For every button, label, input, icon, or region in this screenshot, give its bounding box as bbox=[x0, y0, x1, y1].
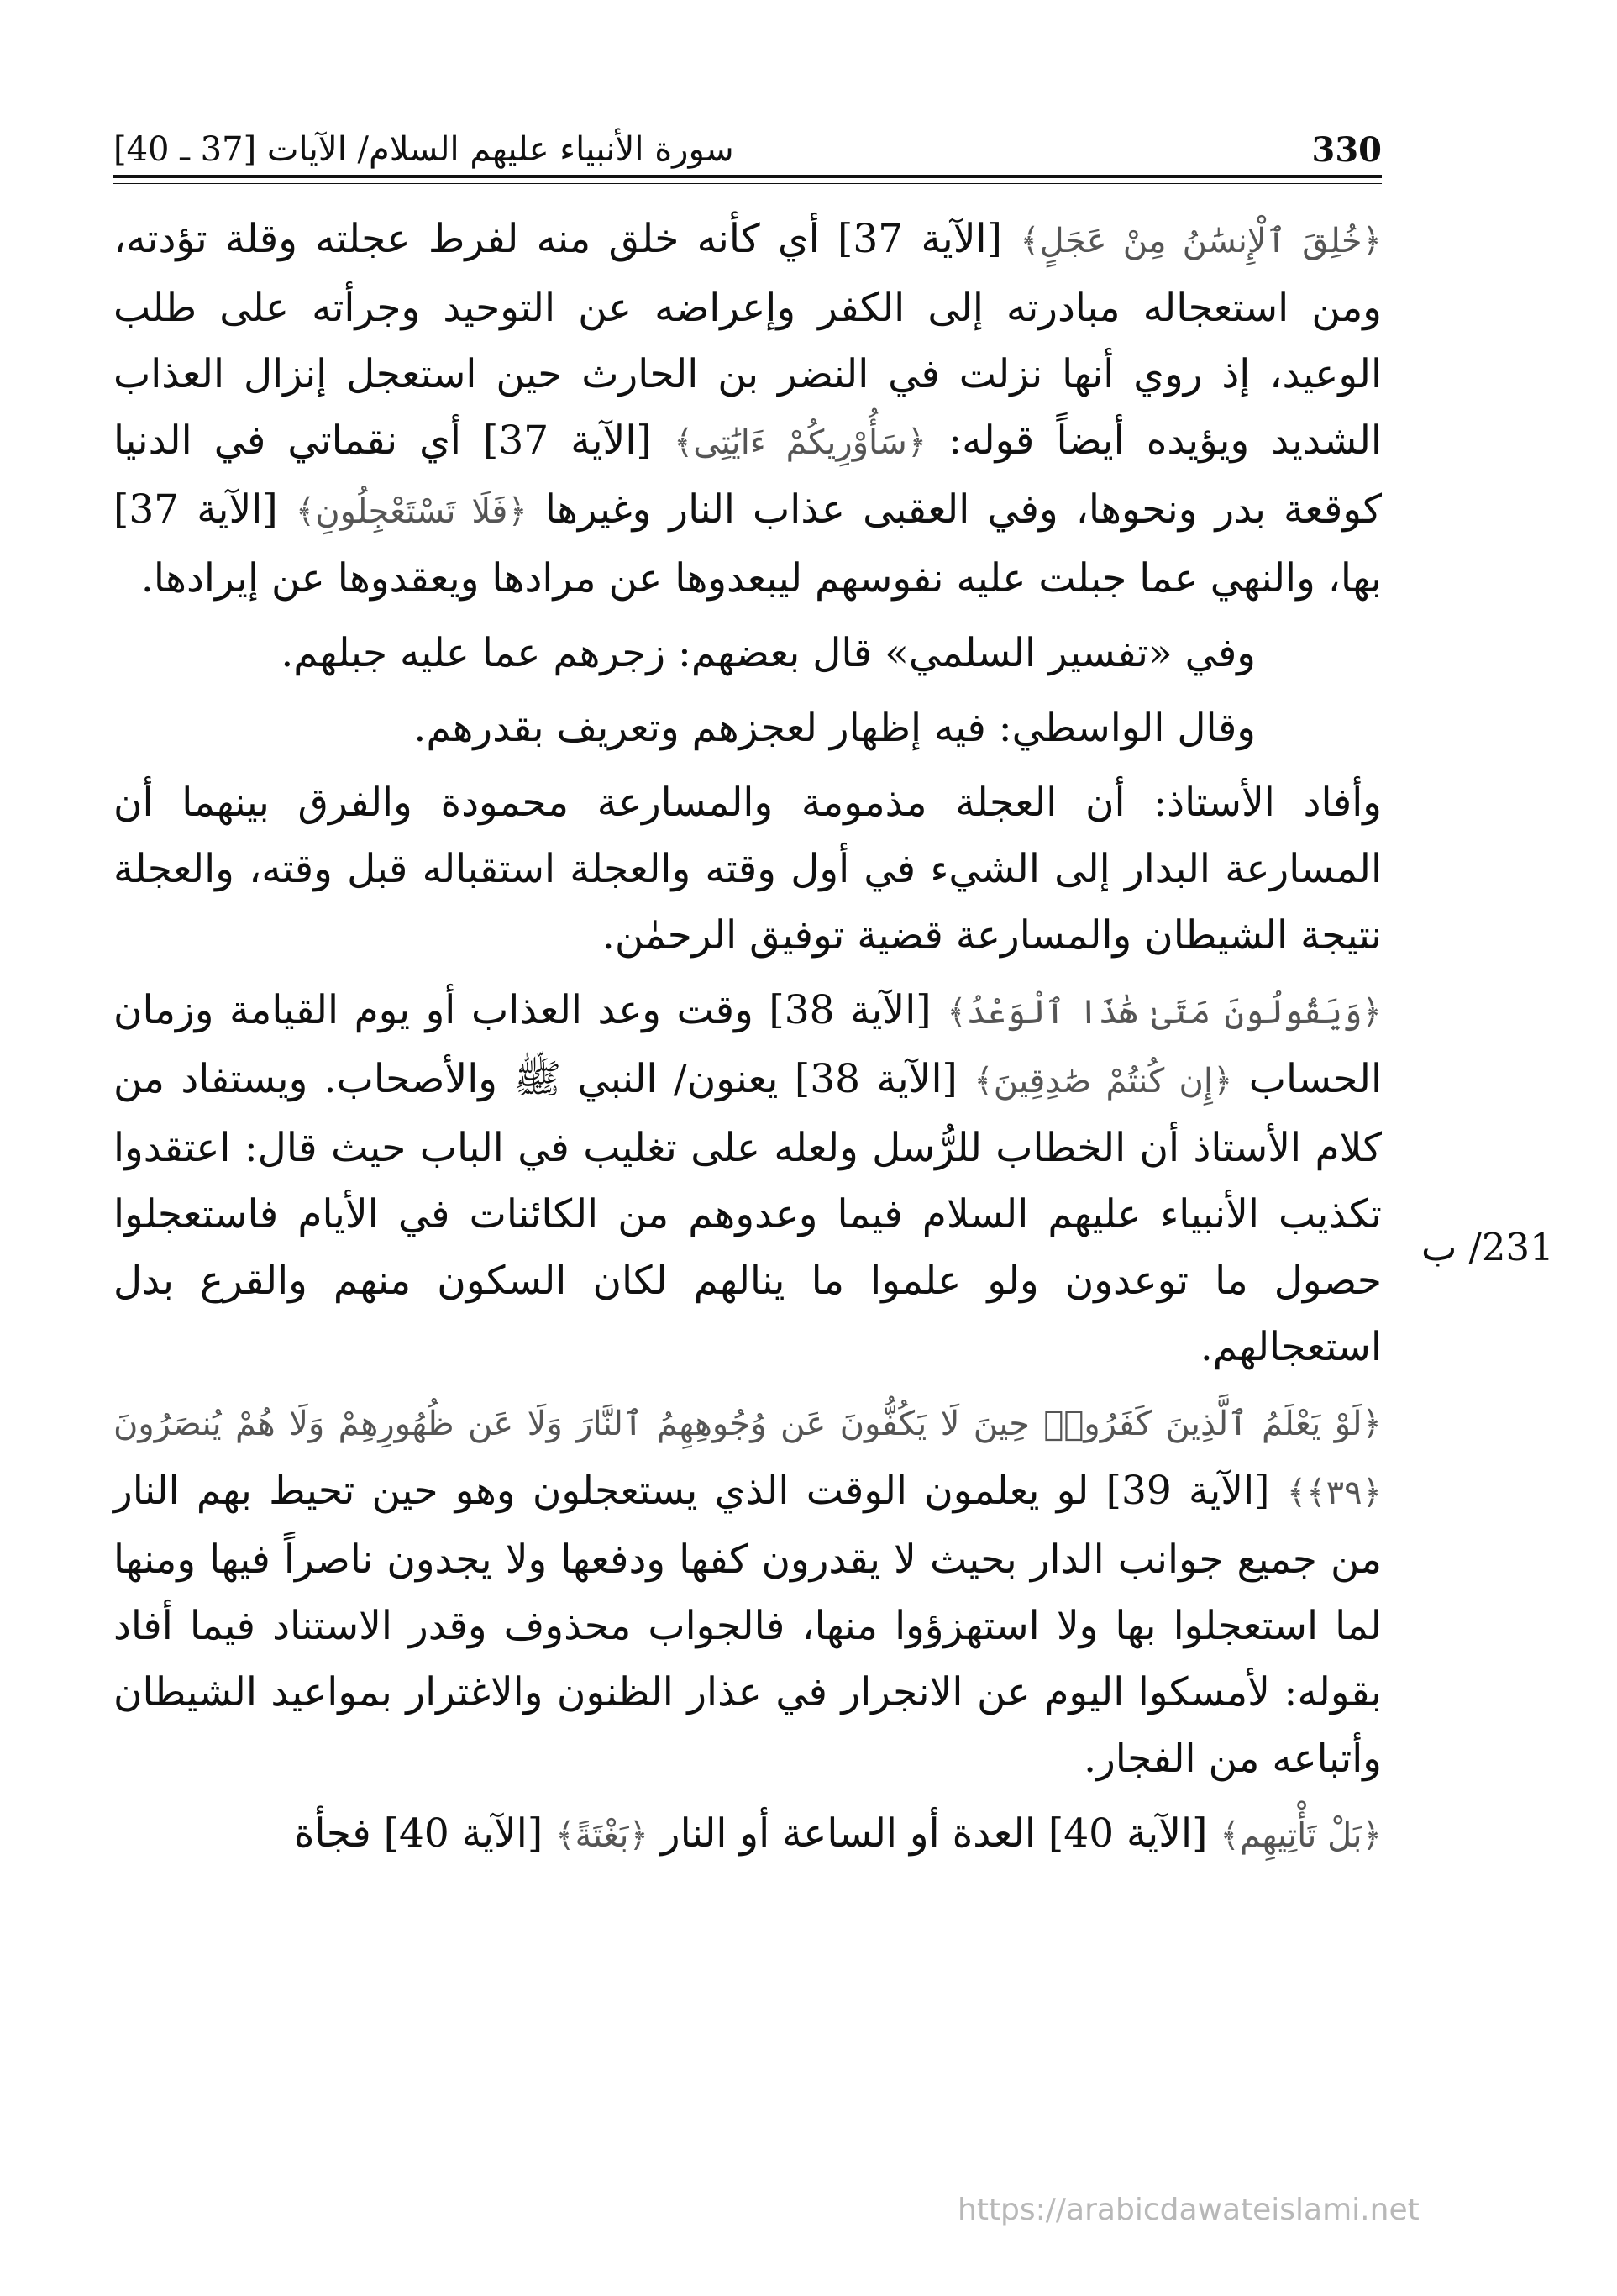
paragraph-p3 bbox=[113, 695, 1382, 761]
commentary-text: [الآية 38] يعنون/ النبي ﷺ والأصحاب. ويستفاد من كلام الأستاذ أن الخطاب للرُّسل ولعله على تغليب في الباب حيث قال: اعتقدوا تكذيب الأنبياء عليهم السلام فيما وعدوهم من الكائنات في الأيام فاستعجلوا حصول ما توعدون ولو علموا ما ينالهم لكان السكون منهم والقرع بدل استعجالهم. bbox=[113, 1056, 1382, 1370]
body-text bbox=[113, 206, 1382, 1878]
quran-verse: ﴿خُلِقَ ٱلْإِنسَٰنُ مِنْ عَجَلٍ﴾ bbox=[1020, 222, 1383, 260]
paragraph-p5 bbox=[113, 977, 1382, 1380]
commentary-text: [الآية 38] وقت وعد العذاب أو يوم القيامة وزمان الحساب bbox=[113, 987, 1383, 1102]
commentary-text: وقال الواسطي: فيه إظهار لعجزهم وتعريف بقدرهم. bbox=[413, 705, 1256, 751]
quran-verse: ﴿لَوْ يَعْلَمُ ٱلَّذِينَ كَفَرُوا۟ حِينَ لَا يَكُفُّونَ عَن وُجُوهِهِمُ ٱلنَّارَ وَلَا عَن ظُهُورِهِمْ وَلَا هُمْ يُنصَرُونَ ﴿٣٩﴾﴾ bbox=[113, 1405, 1382, 1512]
commentary-text: [الآية 37] أي كأنه خلق منه لفرط عجلته وقلة تؤدته، ومن استعجاله مبادرته إلى الكفر وإعراضه عن التوحيد وجرأته على طلب الوعيد، إذ روي أنها نزلت في النضر بن الحارث حين استعجل إنزال العذاب الشديد ويؤيده أيضاً قوله: bbox=[113, 216, 1382, 464]
commentary-text: [الآية 40] فجأة bbox=[293, 1810, 556, 1857]
quran-verse: ﴿إِن كُنتُمْ صَٰدِقِينَ﴾ bbox=[974, 1062, 1233, 1101]
header-rule-thin bbox=[113, 183, 1382, 184]
paragraph-p1 bbox=[113, 206, 1382, 612]
commentary-text: [الآية 39] لو يعلمون الوقت الذي يستعجلون وهو حين تحيط بهم النار من جميع جوانب الدار بحيث لا يقدرون كفها ودفعها ولا يجدون ناصراً فيها ومنها لما استعجلوا بها ولا استهزؤوا منها، فالجواب محذوف وقدر الاستناد فيما أفاد بقوله: لأمسكوا اليوم عن الانجرار في عذار الظنون والاغترار بمواعيد الشيطان وأتباعه من الفجار. bbox=[113, 1468, 1382, 1782]
quran-verse: ﴿فَلَا تَسْتَعْجِلُونِ﴾ bbox=[295, 492, 528, 531]
paragraph-p2 bbox=[113, 620, 1382, 686]
quran-verse: ﴿وَيَقُولُونَ مَتَىٰ هَٰذَا ٱلْوَعْدُ﴾ bbox=[947, 993, 1382, 1032]
quran-verse: ﴿سَأُوْرِيكُمْ ءَايَٰتِى﴾ bbox=[673, 423, 927, 462]
quran-verse: ﴿بَغْتَةً﴾ bbox=[555, 1816, 648, 1855]
commentary-text: وأفاد الأستاذ: أن العجلة مذمومة والمسارعة محمودة والفرق بينهما أن المسارعة البدار إلى الشيء في أول وقته والعجلة استقباله قبل وقته، والعجلة نتيجة الشيطان والمسارعة قضية توفيق الرحمٰن. bbox=[113, 780, 1382, 959]
quran-verse: ﴿بَلْ تَأْتِيهِم﴾ bbox=[1220, 1816, 1382, 1855]
commentary-text: وفي «تفسير السلمي» قال بعضهم: زجرهم عما عليه جبلهم. bbox=[281, 630, 1256, 676]
commentary-text: [الآية 37] بها، والنهي عما جبلت عليه نفوسهم ليبعدوها عن مرادها ويعقدوها عن إيرادها. bbox=[113, 486, 1382, 602]
paragraph-p6 bbox=[113, 1389, 1382, 1792]
commentary-text: [الآية 37] أي نقماتي في الدنيا كوقعة بدر ونحوها، وفي العقبى عذاب النار وغيرها bbox=[113, 418, 1382, 533]
margin-folio-note: 231/ ب bbox=[1421, 1225, 1554, 1269]
page-header bbox=[113, 113, 1382, 172]
running-title: سورة الأنبياء عليهم السلام/ الآيات [37 ـ 40] bbox=[113, 130, 734, 169]
commentary-text: [الآية 40] العدة أو الساعة أو النار bbox=[648, 1810, 1221, 1857]
page-number: 330 bbox=[1311, 130, 1382, 170]
paragraph-p4 bbox=[113, 770, 1382, 969]
watermark-url: https://arabicdawateislami.net bbox=[958, 2193, 1420, 2227]
header-rule-thick bbox=[113, 175, 1382, 178]
paragraph-p7 bbox=[113, 1800, 1382, 1869]
